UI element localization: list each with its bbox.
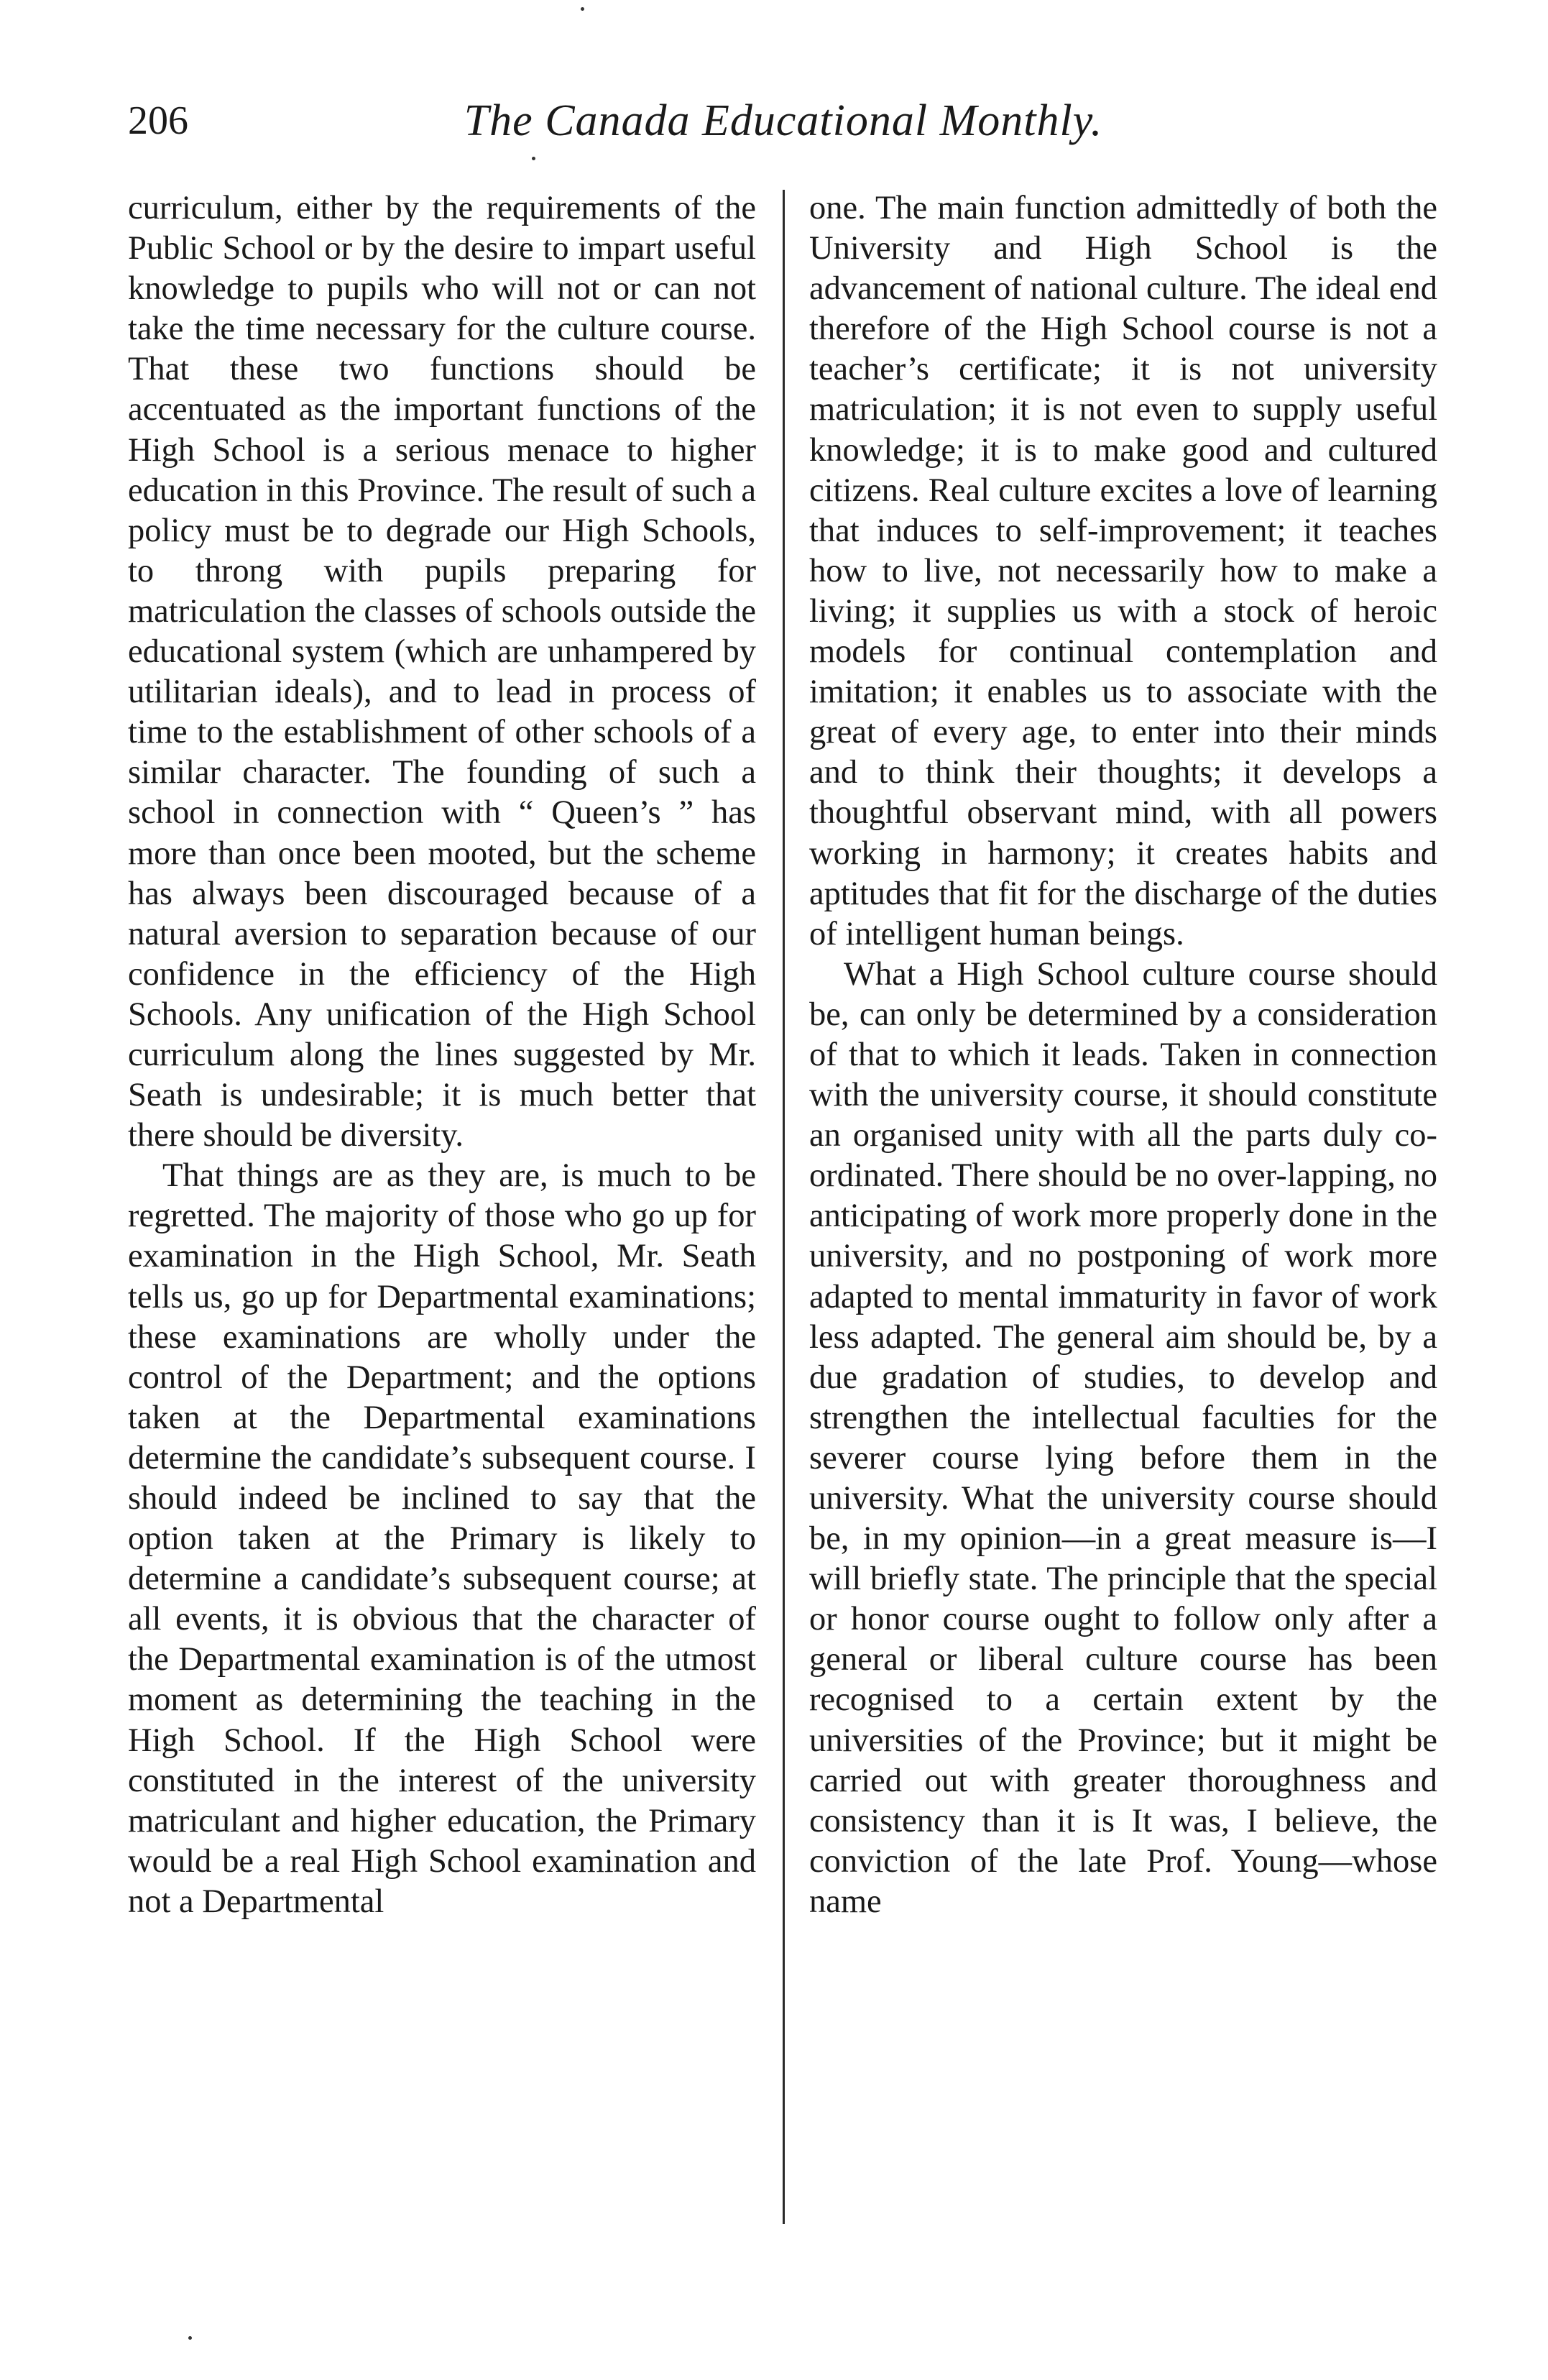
column-divider	[783, 190, 785, 2224]
left-column	[128, 188, 756, 1922]
right-paragraph-2: What a High School culture course should be, can only be determined by a consideration of that to which it leads. Taken in connection with the university course, it should constitute an organised unity with all the parts duly co-ordinated. There should be no over-lapping, no anticipating of work more properly done in the university, and no postponing of work more adapted to mental immaturity in favor of work less adapted. The general aim should be, by a due gradation of studies, to develop and strengthen the intellectual faculties for the severer course lying before them in the university. What the university course should be, in my opinion—in a great measure is—I will briefly state. The principle that the special or honor course ought to follow only after a general or liberal culture course has been recognised to a certain extent by the universities of the Province; but it might be carried out with greater thoroughness and consistency than it is It was, I believe, the conviction of the late Prof. Young—whose name	[809, 955, 1437, 1920]
print-speck	[532, 157, 535, 160]
running-title: The Canada Educational Monthly.	[464, 96, 1103, 145]
text-columns	[128, 188, 1450, 2244]
print-speck	[581, 7, 584, 11]
right-column	[809, 188, 1437, 1922]
page-number: 206	[128, 98, 188, 143]
left-paragraph-1: curriculum, either by the requirements of the Public School or by the desire to impart useful knowledge to pupils who will not or can not take the time necessary for the culture course. That these two functions should be accentuated as the important functions of the High School is a serious menace to higher education in this Province. The result of such a policy must be to degrade our High Schools, to throng with pupils preparing for matriculation the classes of schools outside the educational system (which are unhampered by utilitarian ideals), and to lead in process of time to the establishment of other schools of a similar character. The founding of such a school in connection with “ Queen’s ” has more than once been mooted, but the scheme has always been discouraged because of a natural aversion to separation because of our confidence in the efficiency of the High Schools. Any unification of the High School curriculum along the lines suggested by Mr. Seath is undesirable; it is much better that there should be diversity.	[128, 190, 756, 1154]
page-header	[108, 85, 1459, 157]
print-speck	[188, 2336, 192, 2340]
right-paragraph-1: one. The main function admittedly of both the University and High School is the advancement of national culture. The ideal end therefore of the High School course is not a teacher’s certificate; it is not university matriculation; it is not even to supply useful knowledge; it is to make good and cultured citizens. Real culture excites a love of learning that induces to self-improvement; it teaches how to live, not necessarily how to make a living; it supplies us with a stock of heroic models for continual contemplation and imitation; it enables us to associate with the great of every age, to enter into their minds and to think their thoughts; it develops a thoughtful observant mind, with all powers working in harmony; it creates habits and aptitudes that fit for the discharge of the duties of intelligent human beings.	[809, 190, 1437, 952]
left-paragraph-2: That things are as they are, is much to be regretted. The majority of those who go up for examination in the High School, Mr. Seath tells us, go up for Departmental examinations; these examinations are wholly under the control of the Department; and the options taken at the Departmental examinations determine the candidate’s subsequent course. I should indeed be inclined to say that the option taken at the Primary is likely to determine a candidate’s subsequent course; at all events, it is obvious that the character of the Departmental examination is of the utmost moment as determining the teaching in the High School. If the High School were constituted in the interest of the university matriculant and higher education, the Primary would be a real High School examination and not a Departmental	[128, 1157, 756, 1920]
